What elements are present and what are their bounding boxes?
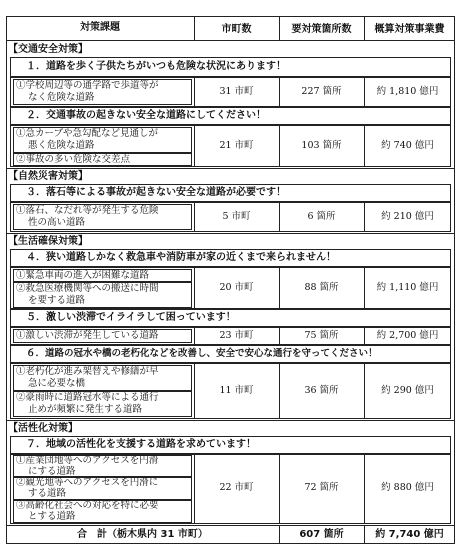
group-1-locations: 227 箇所 bbox=[301, 86, 342, 97]
group-4-item-1: ①緊急車両の進入が困難な道路 bbox=[16, 270, 150, 281]
group-2-cost: 約 740 億円 bbox=[381, 140, 434, 151]
group-6-item-1: ①老朽化が進み架替えや修繕が早 bbox=[16, 366, 159, 377]
group-1-item-1: ①学校周辺等の通学路で歩道等が bbox=[16, 80, 159, 91]
header-municipalities: 市町数 bbox=[221, 24, 252, 35]
group-3-cost: 約 210 億円 bbox=[381, 211, 434, 222]
group-5-locations: 75 箇所 bbox=[304, 330, 339, 341]
group-6-municipalities: 11 市町 bbox=[219, 385, 254, 396]
section-3-top-line bbox=[6, 233, 455, 234]
group-3-title: ３．落石等による事故が起きない安全な道路が必要です！ bbox=[26, 187, 286, 198]
category-revitalization: 【活性化対策】 bbox=[8, 423, 78, 434]
total-locations: 607 箇所 bbox=[299, 529, 344, 540]
group-2-item-2: 悪く危険な道路 bbox=[28, 140, 95, 151]
group-6-cost: 約 290 億円 bbox=[381, 385, 434, 396]
total-label: 合 計（栃木県内 31 市町） bbox=[77, 529, 208, 540]
header-cost: 概算対策事業費 bbox=[374, 24, 445, 35]
group-1-title: １．道路を歩く子供たちがいつも危険な状況にあります！ bbox=[26, 61, 286, 72]
group-7-item-6: とする道路 bbox=[28, 511, 76, 522]
group-6-title: ６．道路の冠水や橋の老朽化などを改善し、安全で安心な通行を守ってください！ bbox=[26, 348, 378, 359]
group-3-item-1: ①落石、なだれ等が発生する危険 bbox=[16, 205, 159, 216]
section-4-top-line bbox=[6, 420, 455, 421]
group-7-title: ７．地域の活性化を支援する道路を求めています！ bbox=[26, 439, 256, 450]
group-6-item-2: 急に必要な橋 bbox=[28, 378, 86, 389]
group-7-item-4: する道路 bbox=[28, 488, 67, 499]
group-7-item-5: ③高齢化社会への対応を特に必要 bbox=[16, 500, 159, 511]
category-life-security: 【生活確保対策】 bbox=[8, 236, 88, 247]
group-5-municipalities: 23 市町 bbox=[219, 330, 254, 341]
group-7-item-2: にする道路 bbox=[28, 466, 76, 477]
group-4-cost: 約 1,110 億円 bbox=[376, 282, 439, 293]
group-5-cost: 約 2,700 億円 bbox=[376, 330, 439, 341]
section-2-top-line bbox=[6, 168, 455, 169]
group-2-locations: 103 箇所 bbox=[301, 140, 342, 151]
group-6-item-3: ②豪雨時に道路冠水等による通行 bbox=[16, 392, 159, 403]
header-locations: 要対策箇所数 bbox=[291, 24, 352, 35]
group-2-municipalities: 21 市町 bbox=[219, 140, 254, 151]
group-7-municipalities: 22 市町 bbox=[219, 482, 254, 493]
group-7-cost: 約 880 億円 bbox=[381, 482, 434, 493]
group-1-item-2: なく危険な道路 bbox=[28, 92, 95, 103]
group-7-item-3: ②観光地等へのアクセスを円滑に bbox=[16, 477, 159, 488]
group-4-title: ４．狭い道路しかなく救急車や消防車が家の近くまで来られません！ bbox=[26, 252, 336, 263]
group-7-item-1: ①産業団地等へのアクセスを円滑 bbox=[16, 455, 159, 466]
group-3-municipalities: 5 市町 bbox=[222, 211, 251, 222]
group-1-cost: 約 1,810 億円 bbox=[376, 86, 439, 97]
group-5-title: ５．激しい渋滞でイライラして困っています！ bbox=[26, 312, 236, 323]
total-cost: 約 7,740 億円 bbox=[375, 529, 444, 540]
category-traffic-safety: 【交通安全対策】 bbox=[8, 44, 88, 55]
group-5-item-1: ①激しい渋滞が発生している道路 bbox=[16, 330, 159, 341]
group-4-item-2: ②救急医療機関等への搬送に時間 bbox=[16, 283, 159, 294]
group-4-item-3: を要する道路 bbox=[28, 295, 86, 306]
category-natural-disaster: 【自然災害対策】 bbox=[8, 171, 88, 182]
group-1-municipalities: 31 市町 bbox=[219, 86, 254, 97]
header-title: 対策課題 bbox=[80, 22, 120, 33]
total-top-line bbox=[6, 525, 455, 526]
group-2-item-1: ①急カーブや急勾配など見通しが bbox=[16, 128, 159, 139]
group-3-locations: 6 箇所 bbox=[307, 211, 336, 222]
group-4-municipalities: 20 市町 bbox=[219, 282, 254, 293]
group-2-title: ２．交通事故の起きない安全な道路にしてください！ bbox=[26, 110, 266, 121]
header-bottom-line bbox=[6, 40, 455, 41]
group-3-item-2: 性の高い道路 bbox=[28, 217, 86, 228]
group-2-item-3: ②事故の多い危険な交差点 bbox=[16, 154, 131, 165]
group-6-item-4: 止めが頻繁に発生する道路 bbox=[28, 404, 143, 415]
group-6-locations: 36 箇所 bbox=[304, 385, 339, 396]
group-4-locations: 88 箇所 bbox=[304, 282, 339, 293]
group-7-locations: 72 箇所 bbox=[304, 482, 339, 493]
